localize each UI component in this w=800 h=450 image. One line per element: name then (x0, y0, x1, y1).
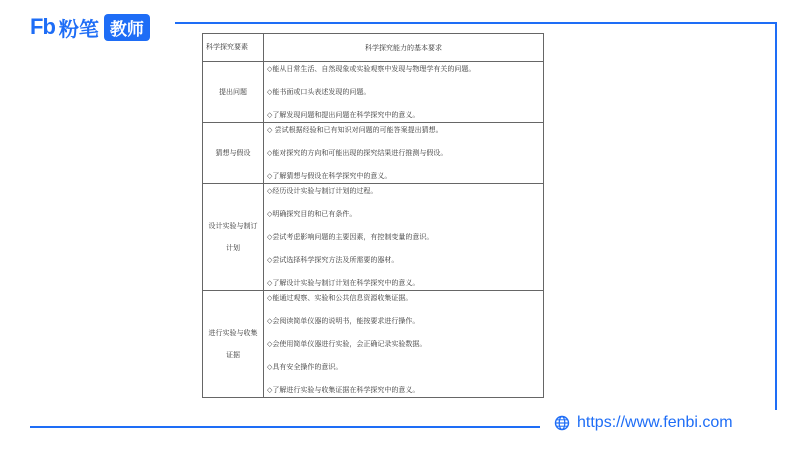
requirement-item: ◇能通过观察、实验和公共信息资源收集证据。 (267, 294, 413, 302)
requirement-item: ◇了解进行实验与收集证据在科学探究中的意义。 (267, 386, 420, 394)
requirement-item: ◇能对探究的方向和可能出现的探究结果进行推测与假设。 (267, 149, 448, 157)
frame-line-right (775, 22, 777, 410)
requirement-item: ◇经历设计实验与制订计划的过程。 (267, 187, 378, 195)
fenbi-logo (30, 14, 150, 40)
requirement-item: ◇会使用简单仪器进行实验，会正确记录实验数据。 (267, 340, 427, 348)
table-header-row (203, 34, 544, 62)
row-requirements (264, 291, 544, 398)
logo-mark: Fb (30, 14, 55, 39)
header-requirements: 科学探究能力的基本要求 (264, 34, 544, 62)
frame-line-top (175, 22, 777, 24)
row-requirements (264, 62, 544, 123)
row-element: 提出问题 (203, 62, 264, 123)
row-element: 设计实验与制订计划 (203, 184, 264, 291)
header-element: 科学探究要素 (203, 34, 264, 62)
globe-icon (554, 415, 570, 431)
website-url[interactable]: https://www.fenbi.com (577, 414, 733, 431)
inquiry-requirements-table (202, 33, 544, 398)
logo-tag: 教师 (104, 14, 150, 41)
requirement-item: ◇了解设计实验与制订计划在科学探究中的意义。 (267, 279, 420, 287)
table-row (203, 291, 544, 398)
requirement-item: ◇明确探究目的和已有条件。 (267, 210, 357, 218)
table-row (203, 184, 544, 291)
requirement-item: ◇能从日常生活、自然现象或实验观察中发现与物理学有关的问题。 (267, 65, 476, 73)
table-row (203, 123, 544, 184)
requirement-item: ◇了解猜想与假设在科学探究中的意义。 (267, 172, 392, 180)
logo-name: 粉笔 (58, 16, 99, 41)
row-requirements (264, 123, 544, 184)
requirement-item: ◇ 尝试根据经验和已有知识对问题的可能答案提出猜想。 (267, 126, 443, 134)
row-element: 猜想与假设 (203, 123, 264, 184)
requirement-item: ◇了解发现问题和提出问题在科学探究中的意义。 (267, 111, 420, 119)
requirement-item: ◇具有安全操作的意识。 (267, 363, 343, 371)
requirement-item: ◇会阅读简单仪器的说明书，能按要求进行操作。 (267, 317, 420, 325)
frame-line-bottom (30, 426, 540, 428)
table-row (203, 62, 544, 123)
row-element: 进行实验与收集证据 (203, 291, 264, 398)
website-link[interactable] (554, 414, 733, 432)
row-requirements (264, 184, 544, 291)
requirement-item: ◇尝试考虑影响问题的主要因素，有控制变量的意识。 (267, 233, 434, 241)
requirement-item: ◇尝试选择科学探究方法及所需要的器材。 (267, 256, 399, 264)
requirement-item: ◇能书面或口头表述发现的问题。 (267, 88, 371, 96)
